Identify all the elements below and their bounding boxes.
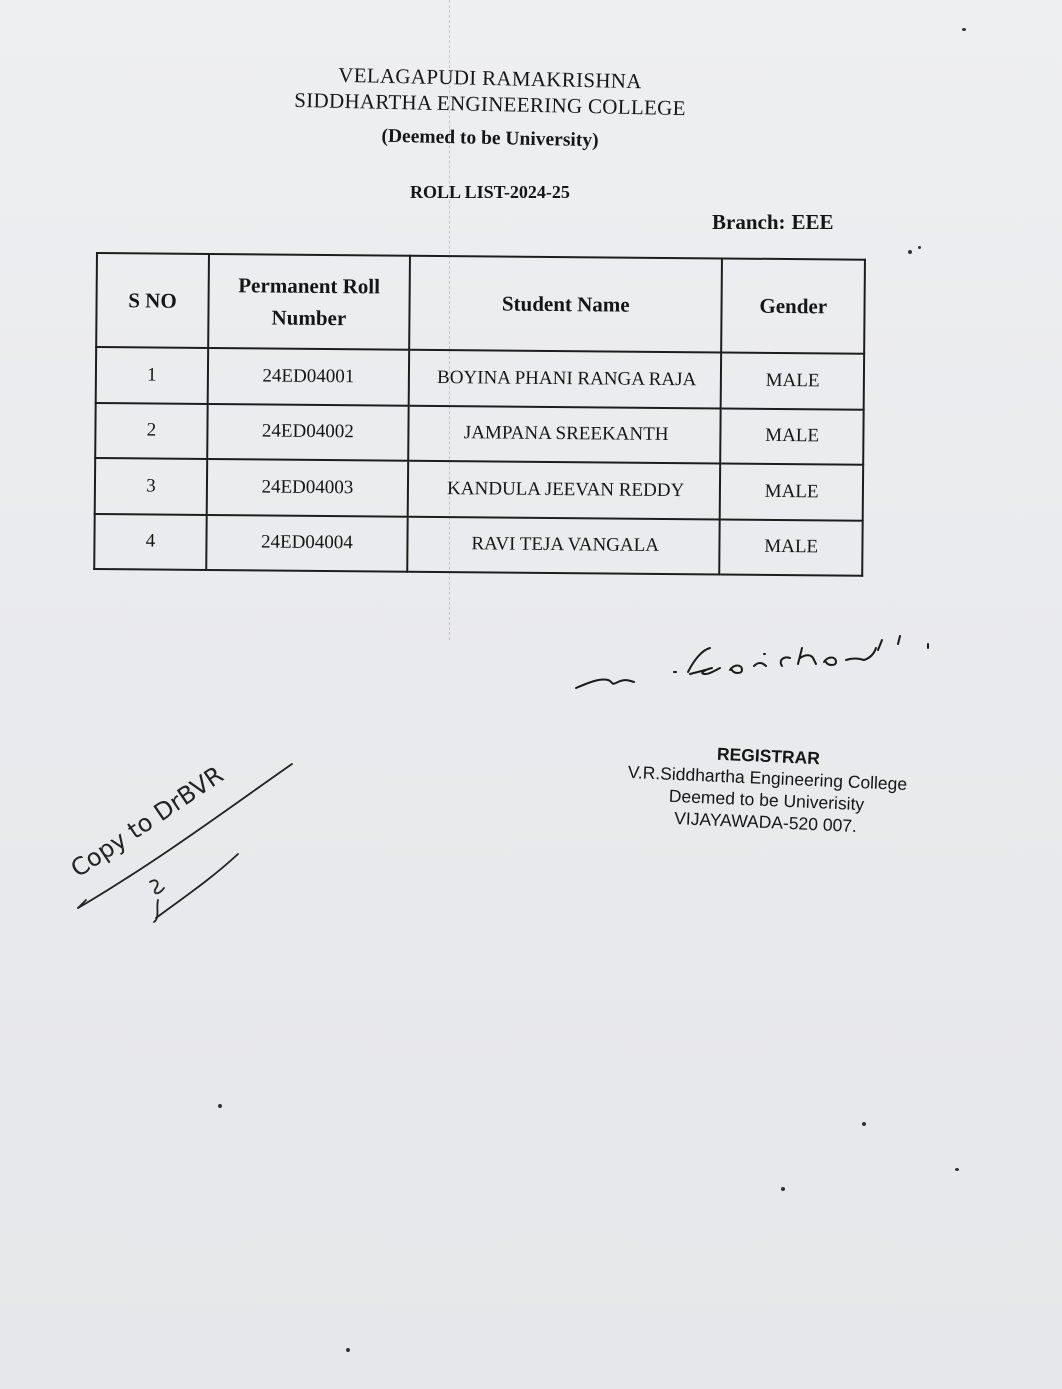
- cell-student-name: BOYINA PHANI RANGA RAJA: [409, 350, 722, 408]
- cell-student-name: KANDULA JEEVAN REDDY: [408, 461, 721, 519]
- cell-sno: 2: [95, 403, 207, 459]
- scan-speck: [908, 250, 912, 254]
- scan-speck: [218, 1104, 222, 1108]
- institution-name-line2: SIDDHARTHA ENGINEERING COLLEGE: [294, 87, 686, 121]
- cell-roll-number: 24ED04001: [208, 348, 410, 405]
- institution-name-line1: VELAGAPUDI RAMAKRISHNA: [338, 62, 642, 94]
- stamp-address: VIJAYAWADA-520 007.: [673, 807, 858, 836]
- header-sno: S NO: [96, 253, 209, 348]
- cell-gender: MALE: [721, 352, 864, 409]
- registrar-stamp: [610, 738, 924, 839]
- cell-gender: MALE: [720, 463, 863, 520]
- table-row: [96, 347, 864, 409]
- header-gender: Gender: [722, 258, 865, 353]
- stamp-deemed: Deemed to be Univerisity: [668, 785, 865, 815]
- cell-gender: MALE: [720, 519, 863, 576]
- registrar-signature: [570, 620, 950, 710]
- scan-speck: [781, 1187, 785, 1191]
- scan-speck: [962, 28, 966, 31]
- handwritten-note-text: Copy to DrBVR: [65, 760, 229, 883]
- cell-roll-number: 24ED04003: [207, 459, 409, 516]
- table-row: [95, 458, 863, 520]
- header-student-name: Student Name: [409, 256, 722, 353]
- header-roll-number: Permanent Roll Number: [208, 254, 410, 350]
- cell-gender: MALE: [721, 408, 864, 465]
- table-header-row: [96, 253, 865, 354]
- branch-label: Branch:: [712, 210, 786, 234]
- scan-speck: [346, 1348, 350, 1352]
- cell-roll-number: 24ED04002: [207, 403, 409, 460]
- cell-student-name: RAVI TEJA VANGALA: [407, 516, 720, 574]
- table-row: [94, 513, 862, 575]
- cell-sno: 3: [95, 458, 207, 514]
- table-row: [95, 403, 863, 465]
- cell-sno: 4: [94, 513, 206, 569]
- branch-value: EEE: [791, 210, 834, 234]
- scan-speck: [918, 246, 921, 249]
- scan-speck: [862, 1122, 866, 1126]
- stamp-title: REGISTRAR: [716, 743, 821, 769]
- institution-subtitle: (Deemed to be University): [381, 125, 599, 152]
- roll-list-table: [93, 252, 866, 577]
- cell-student-name: JAMPANA SREEKANTH: [408, 405, 721, 463]
- cell-sno: 1: [96, 347, 208, 403]
- handwritten-copy-note: [60, 720, 310, 940]
- scan-speck: [955, 1168, 959, 1171]
- stamp-college: V.R.Siddhartha Engineering College: [627, 761, 908, 795]
- branch-info: [712, 210, 834, 235]
- document-title: ROLL LIST-2024-25: [410, 182, 570, 202]
- cell-roll-number: 24ED04004: [206, 514, 408, 571]
